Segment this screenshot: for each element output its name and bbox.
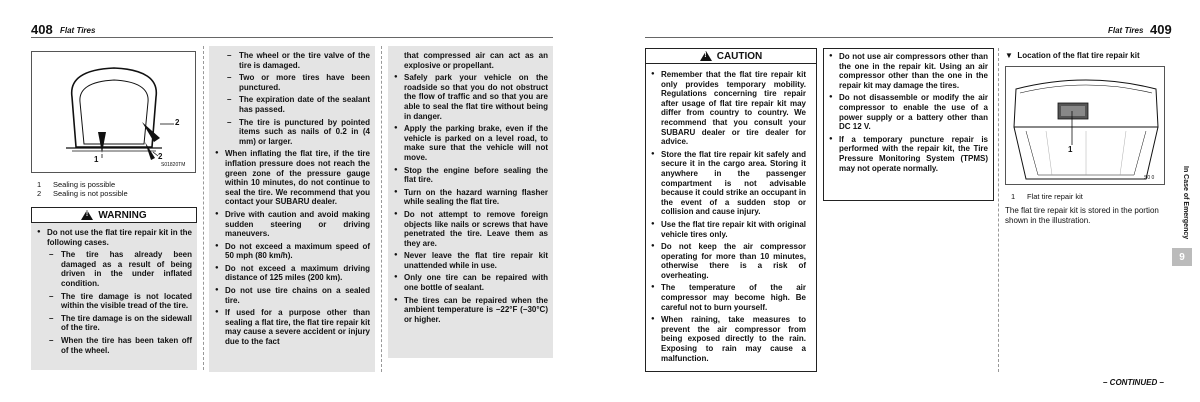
figure-code: S0 0	[1144, 175, 1155, 181]
list-item: ● Drive with caution and avoid making sudden steering or driving maneuvers.	[215, 210, 370, 239]
caption-item: 2 Sealing is not possible	[37, 189, 128, 198]
list-item: – The wheel or the tire valve of the tire is damaged.	[215, 51, 370, 70]
list-item: ● Store the flat tire repair kit safely and secure it in the cargo area. Storing it anywhere in the passenger compartment is not advisable because it could strike an occupant in the event of a sudden stop or collision and cause injury.	[651, 150, 806, 217]
section-title-left: Flat Tires	[60, 26, 96, 35]
warning-col3-text	[394, 51, 548, 327]
list-item: ● Safely park your vehicle on the roadside so that you do not obstruct the flow of traffic and so that you are able to seal the flat tire without being in danger.	[394, 73, 548, 121]
list-item: ● Do not disassemble or modify the air compressor to enable the use of a power supply or a battery other than DC 12 V.	[829, 93, 988, 131]
list-item: ● Never leave the flat tire repair kit unattended while in use.	[394, 251, 548, 270]
list-item: ● Do not use the flat tire repair kit in the following cases.	[37, 228, 192, 247]
list-item: ● If a temporary puncture repair is performed with the repair kit, the Tire Pressure Monitoring System (TPMS) may not operate normally.	[829, 135, 988, 173]
list-item: ● The temperature of the air compressor may become high. Be careful not to burn yourself.	[651, 283, 806, 312]
caution-col1-text	[651, 70, 806, 366]
figure-code: S01820TM	[161, 162, 186, 168]
warning-col1-text	[37, 228, 192, 358]
list-item: ● Turn on the hazard warning flasher while sealing the flat tire.	[394, 188, 548, 207]
warning-header: ! WARNING	[31, 207, 197, 223]
warning-col2-text	[215, 51, 370, 350]
list-item: ● When raining, take measures to prevent the air compressor from being exposed directly to the rain. Exposing to rain may cause a malfunction.	[651, 315, 806, 363]
list-item: ● The tires can be repaired when the ambient temperature is −22°F (−30°C) or higher.	[394, 296, 548, 325]
header-rule-right	[645, 37, 1170, 38]
continued-label: – CONTINUED –	[1103, 378, 1164, 387]
list-item: – The tire damage is on the sidewall of the tire.	[37, 314, 192, 333]
list-item: that compressed air can act as an explosive or propellant.	[404, 51, 548, 70]
figure-callout-1: 1	[94, 155, 99, 164]
page-number-left: 408	[31, 22, 53, 37]
location-body: The flat tire repair kit is stored in the portion shown in the illustration.	[1005, 206, 1159, 225]
warning-icon	[81, 210, 93, 220]
page-number-right: 409	[1150, 22, 1172, 37]
list-item: ● Only one tire can be repaired with one bottle of sealant.	[394, 273, 548, 292]
list-item: ● Do not exceed a maximum driving distance of 125 miles (200 km).	[215, 264, 370, 283]
figure-callout-2b: 2	[158, 152, 163, 161]
list-item: – The tire damage is not located within the visible tread of the tire.	[37, 292, 192, 311]
caution-icon	[700, 51, 712, 61]
chapter-number-badge: 9	[1172, 248, 1192, 266]
list-item: ● Apply the parking brake, even if the vehicle is parked on a level road, to make sure that the vehicle will not move.	[394, 124, 548, 162]
caption-list	[37, 180, 128, 198]
caution-header: ! CAUTION	[645, 48, 817, 64]
tire-cross-section-illustration	[32, 52, 196, 173]
caution-col2-text	[829, 52, 988, 176]
list-item: ● Stop the engine before sealing the flat tire.	[394, 166, 548, 185]
chapter-side-tab: In Case of Emergency	[1182, 166, 1189, 240]
header-rule-left	[31, 37, 553, 38]
cargo-area-illustration	[1006, 67, 1165, 185]
section-title-right: Flat Tires	[1108, 26, 1144, 35]
list-item: – The tire has already been damaged as a result of being driven in the under inflated condition.	[37, 250, 192, 288]
list-item: ● Use the flat tire repair kit with original vehicle tires only.	[651, 220, 806, 239]
cargo-area-figure	[1005, 66, 1165, 185]
list-item: – The tire is punctured by pointed items such as nails of 0.2 in (4 mm) or larger.	[215, 118, 370, 147]
location-heading: ▼ Location of the flat tire repair kit	[1005, 51, 1140, 60]
triangle-marker-icon: ▼	[1005, 51, 1013, 60]
location-caption: 1 Flat tire repair kit	[1011, 192, 1083, 201]
list-item: ● Remember that the flat tire repair kit only provides temporary mobility. Regulations concerning tire repair after usage of flat tire repair kit may differ from country to country. We recommend that you consult your SUBARU dealer or tire dealer for advice.	[651, 70, 806, 147]
list-item: – The expiration date of the sealant has passed.	[215, 95, 370, 114]
list-item: – Two or more tires have been punctured.	[215, 73, 370, 92]
list-item: – When the tire has been taken off of the wheel.	[37, 336, 192, 355]
list-item: ● Do not keep the air compressor operating for more than 10 minutes, otherwise there is a risk of overheating.	[651, 242, 806, 280]
list-item: ● When inflating the flat tire, if the tire inflation pressure does not reach the green zone of the pressure gauge within 10 minutes, do not continue to seal the tire. We recommend that you contact your SUBARU dealer.	[215, 149, 370, 207]
list-item: ● If used for a purpose other than sealing a flat tire, the flat tire repair kit may cause a severe accident or injury due to the fact	[215, 308, 370, 346]
list-item: ● Do not attempt to remove foreign objects like nails or screws that have penetrated the tire. Leave them as they are.	[394, 210, 548, 248]
list-item: ● Do not exceed a maximum speed of 50 mph (80 km/h).	[215, 242, 370, 261]
tire-puncture-figure	[31, 51, 196, 173]
list-item: ● Do not use tire chains on a sealed tire.	[215, 286, 370, 305]
figure-callout-1: 1	[1068, 145, 1073, 154]
list-item: ● Do not use air compressors other than the one in the repair kit. Using an air compressor other than the one in the repair kit may damage the tires.	[829, 52, 988, 90]
caption-item: 1 Sealing is possible	[37, 180, 116, 189]
figure-callout-2a: 2	[175, 118, 180, 127]
